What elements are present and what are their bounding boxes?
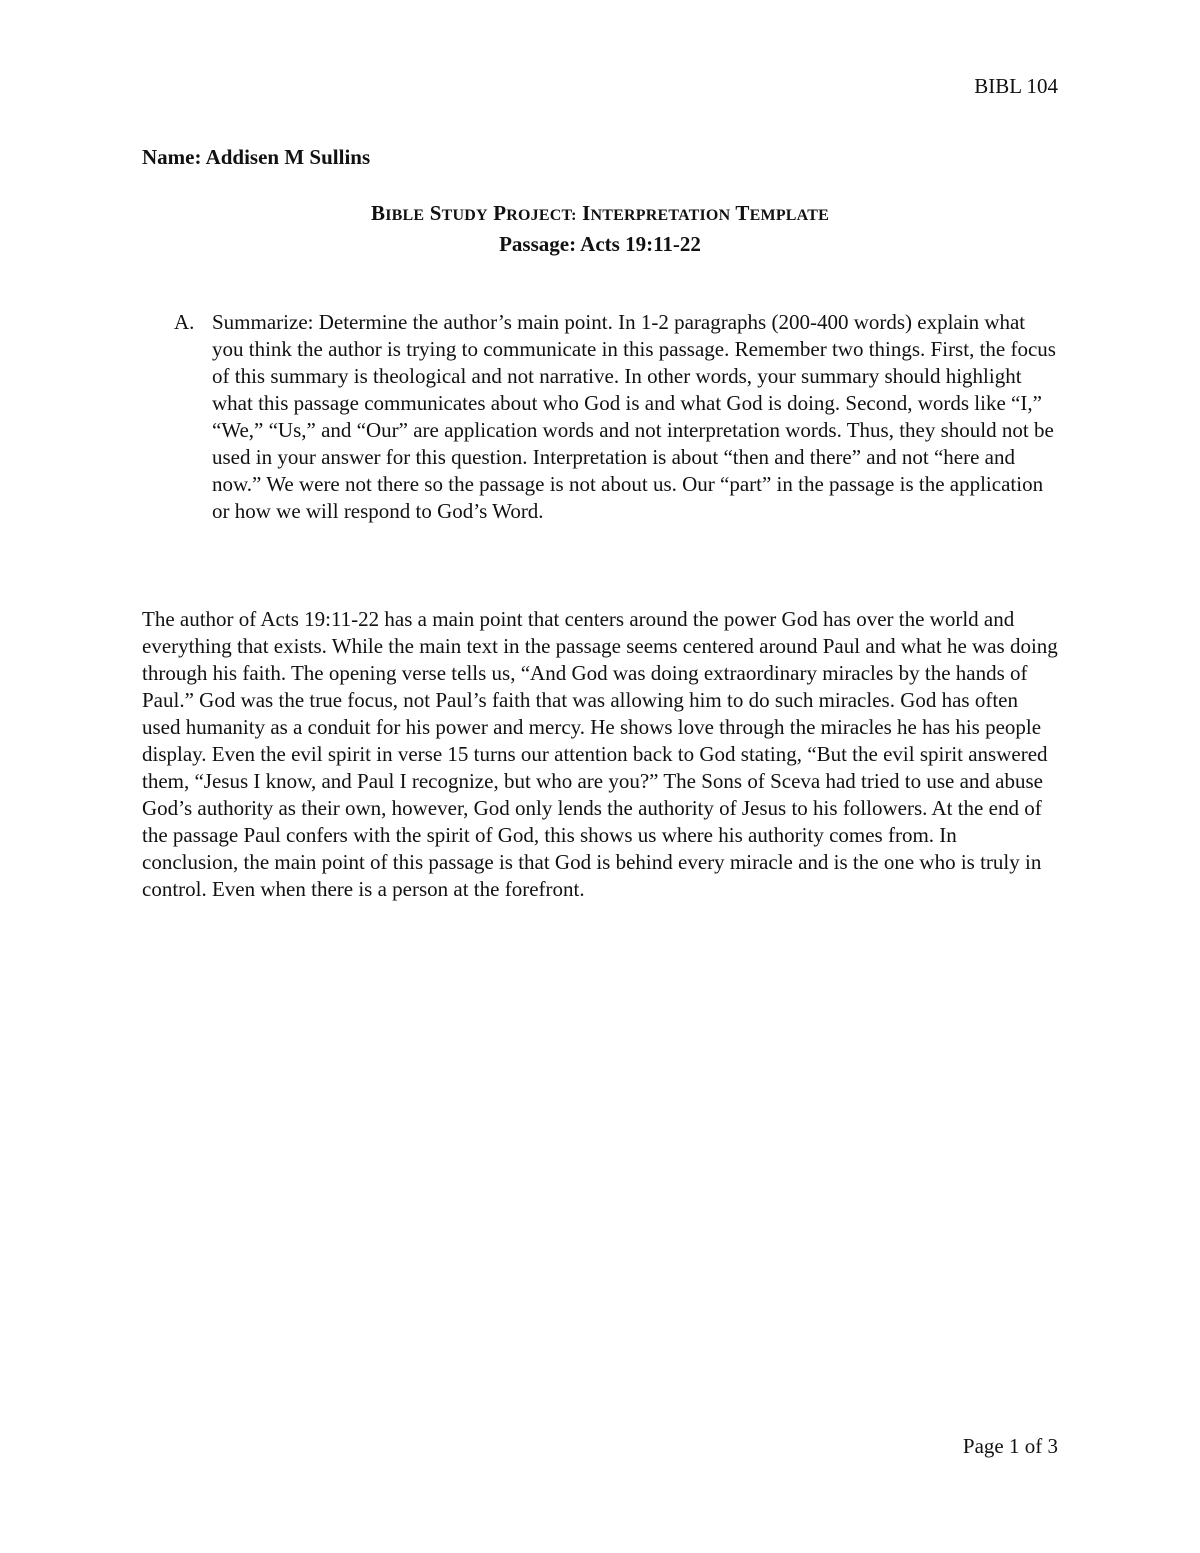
question-text: Summarize: Determine the author’s main point. In 1-2 paragraphs (200-400 words) explain what you think the author is trying to communicate in this passage. Remember two things. First, the focus of this summary is theological and not narrative. In other words, your summary should highlight what this passage communicates about who God is and what God is doing. Second, words like “I,” “We,” “Us,” and “Our” are application words and not interpretation words. Thus, they should not be used in your answer for this question. Interpretation is about “then and there” and not “here and now.” We were not there so the passage is not about us. Our “part” in the passage is the application or how we will respond to God’s Word. xyxy=(212,310,1056,523)
question-item xyxy=(142,309,1058,525)
page-number: Page 1 of 3 xyxy=(962,1434,1058,1458)
document-title xyxy=(142,199,1058,230)
student-name: Name: Addisen M Sullins xyxy=(142,145,371,169)
title-word: STUDY xyxy=(429,201,488,225)
title-word: BIBLE xyxy=(371,201,425,225)
course-code: BIBL 104 xyxy=(974,74,1058,98)
answer-paragraph: The author of Acts 19:11-22 has a main point that centers around the power God has over the world and everything that exists. While the main text in the passage seems centered around Paul and what he was doing through his faith. The opening verse tells us, “And God was doing extraordinary miracles by the hands of Paul.” God was the true focus, not Paul’s faith that was allowing him to do such miracles. God has often used humanity as a conduit for his power and mercy. He shows love through the miracles he has his people display. Even the evil spirit in verse 15 turns our attention back to God stating, “But the evil spirit answered them, “Jesus I know, and Paul I recognize, but who are you?” The Sons of Sceva had tried to use and abuse God’s authority as their own, however, God only lends the authority of Jesus to his followers. At the end of the passage Paul confers with the spirit of God, this shows us where his authority comes from. In conclusion, the main point of this passage is that God is behind every miracle and is the one who is truly in control. Even when there is a person at the forefront. xyxy=(142,607,1058,901)
title-word: PROJECT: xyxy=(493,201,577,225)
passage-reference: Passage: Acts 19:11-22 xyxy=(499,232,701,256)
title-block xyxy=(142,199,1058,258)
list-marker: A. xyxy=(174,310,195,334)
title-word: TEMPLATE xyxy=(735,201,829,225)
title-word: INTERPRETATION xyxy=(582,201,731,225)
